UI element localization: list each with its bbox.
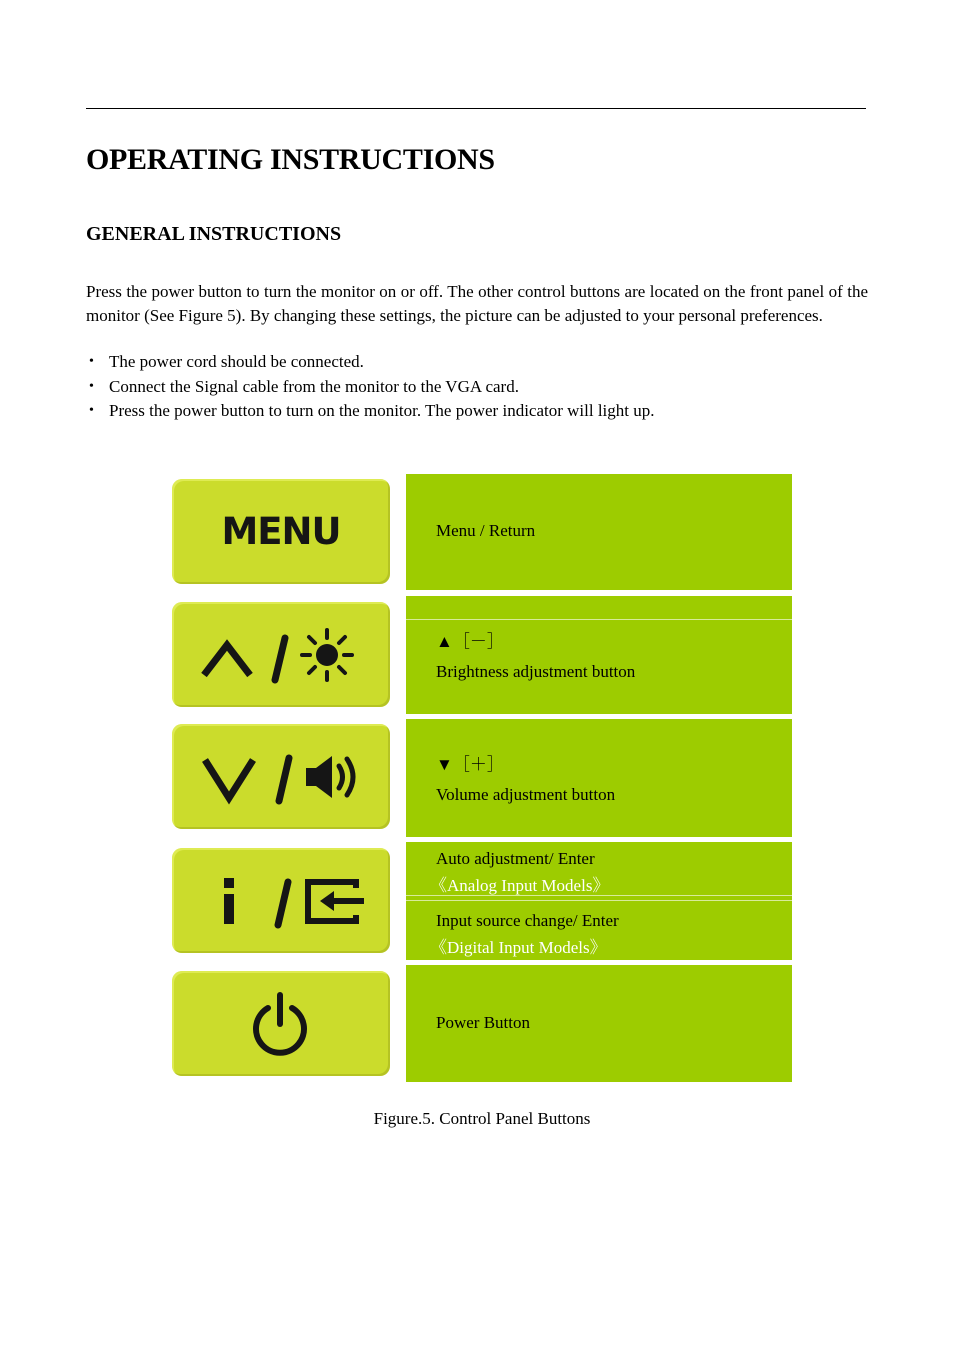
digital-models-label: 《Digital Input Models》 [430, 938, 607, 957]
down-volume-button-icon [172, 724, 390, 829]
panel-divider [406, 900, 792, 901]
power-panel-label: Power Button [436, 1013, 530, 1032]
bullet-icon: • [89, 403, 94, 418]
bullet-icon: • [89, 354, 94, 369]
bullet-icon: • [89, 378, 94, 394]
analog-models-label: 《Analog Input Models》 [430, 876, 610, 895]
intro-paragraph: Press the power button to turn the monitor on or off. The other control buttons are located on the front panel of the monitor (See Figure 5). By changing these settings, the picture can be adjusted to your personal preferences. [86, 282, 868, 325]
power-glyph [172, 971, 390, 1076]
info-input-button-icon [172, 848, 390, 953]
page-title: OPERATING INSTRUCTIONS [86, 143, 495, 176]
up-brightness-button-icon [172, 602, 390, 707]
volume-panel-label: Volume adjustment button [436, 785, 616, 804]
brightness-panel [406, 596, 792, 714]
menu-panel [406, 474, 792, 590]
menu-panel-label: Menu / Return [436, 521, 536, 540]
info-input-glyph [172, 848, 390, 953]
auto-adjust-label: Auto adjustment/ Enter [436, 849, 595, 868]
volume-panel [406, 719, 792, 837]
menu-button-label: MENU [221, 510, 341, 553]
up-brightness-glyph [172, 602, 390, 707]
list-item [86, 350, 868, 375]
panel-divider [406, 619, 792, 620]
menu-button-icon [172, 479, 390, 584]
brightness-panel-label: Brightness adjustment button [436, 662, 636, 681]
list-item [86, 375, 868, 400]
volume-key: ▼［＋］ [436, 755, 504, 774]
header-rule [86, 108, 866, 109]
list-item-text: Connect the Signal cable from the monitor to the VGA card. [109, 376, 519, 396]
brightness-key: ▲［－］ [436, 632, 504, 651]
list-item-text: The power cord should be connected. [109, 352, 364, 371]
input-source-label: Input source change/ Enter [436, 911, 619, 930]
list-item [86, 399, 868, 424]
power-button-icon [172, 971, 390, 1076]
list-item-text: Press the power button to turn on the monitor. The power indicator will light up. [109, 401, 655, 420]
figure-caption: Figure.5. Control Panel Buttons [373, 1109, 591, 1128]
instruction-list [86, 350, 868, 424]
power-panel [406, 965, 792, 1082]
input-panel [406, 842, 792, 960]
panel-divider [406, 895, 792, 896]
section-title: GENERAL INSTRUCTIONS [86, 223, 342, 245]
down-volume-glyph [172, 724, 390, 829]
